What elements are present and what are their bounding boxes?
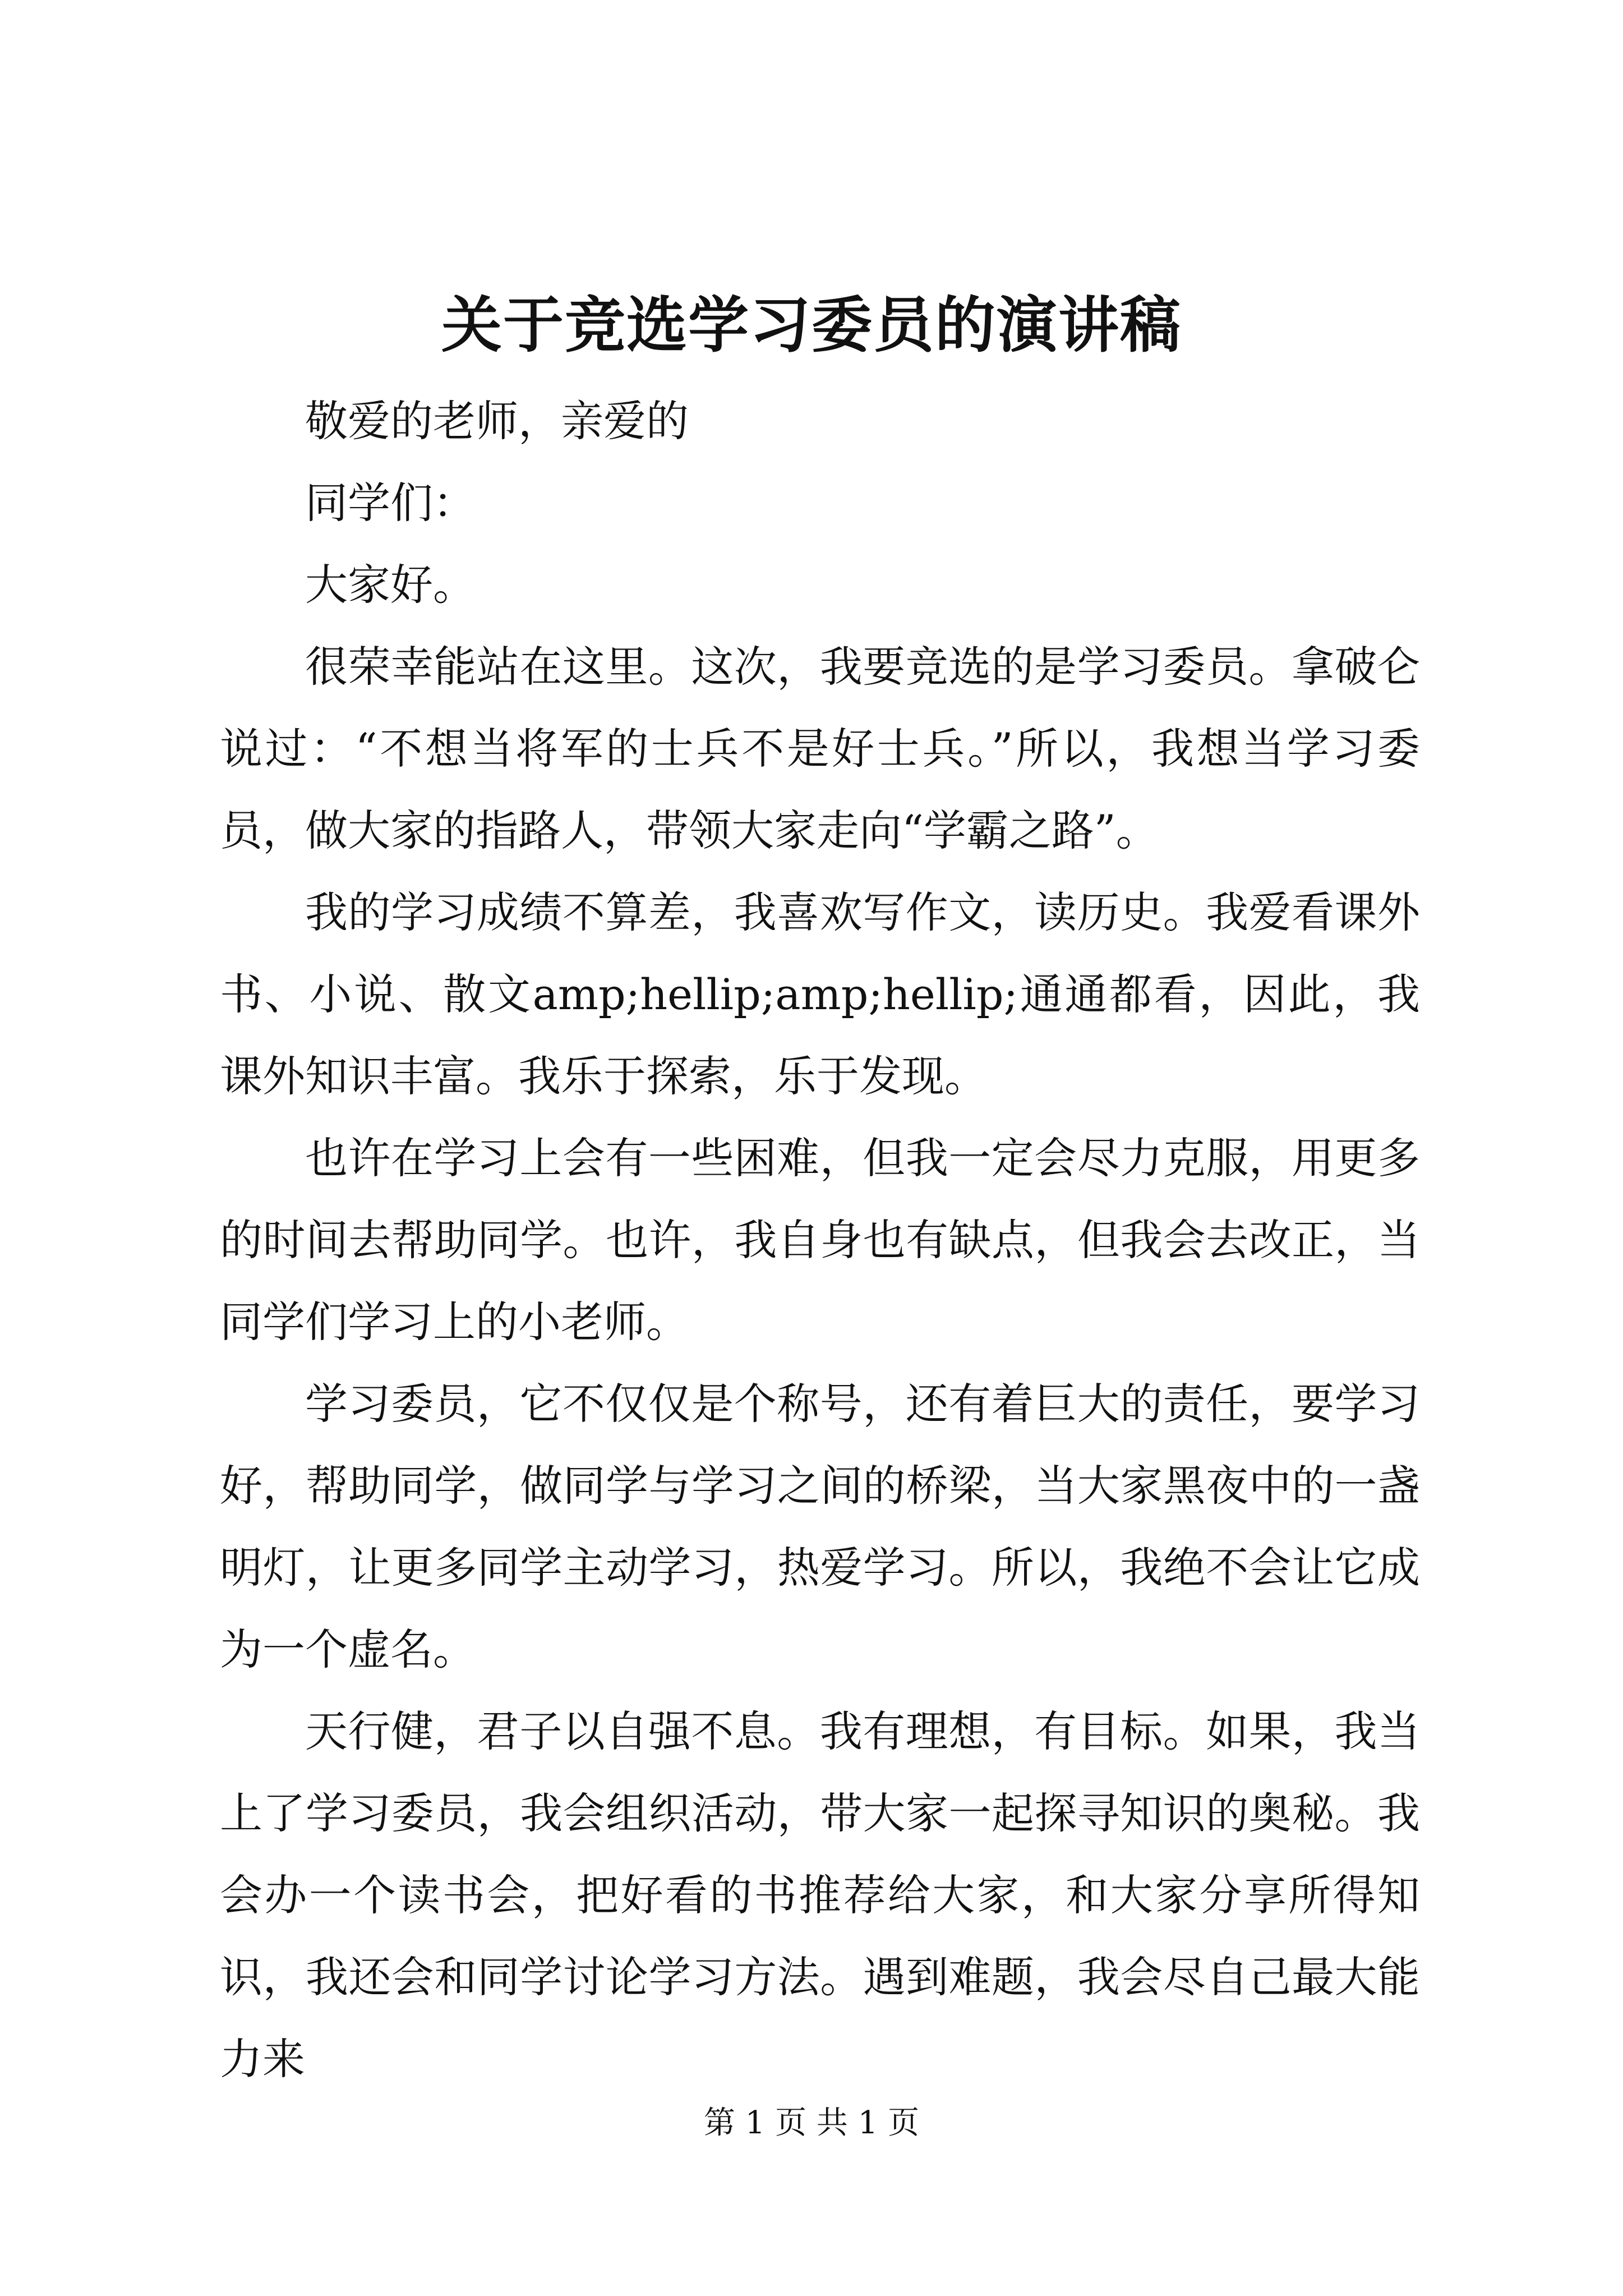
salutation-line-2: 同学们： <box>305 478 476 528</box>
body-paragraph: 天行健，君子以自强不息。我有理想，有目标。如果，我当上了学习委员，我会组织活动，带大家一起探寻知识的奥秘。我会办一个读书会，把好看的书推荐给大家，和大家分享所得知识，我还会和同学讨论学习方法。遇到难题，我会尽自己最大能力来 <box>220 1706 1420 2084</box>
greeting-paragraph: 大家好。 <box>305 560 476 610</box>
document-body <box>220 380 1420 2100</box>
document-title: 关于竞选学习委员的演讲稿 <box>441 290 1182 361</box>
page-number-footer: 第 1 页 共 1 页 <box>703 2105 920 2141</box>
body-paragraph: 很荣幸能站在这里。这次，我要竞选的是学习委员。拿破仑说过：“不想当将军的士兵不是好士兵。”所以，我想当学习委员，做大家的指路人，带领大家走向“学霸之路”。 <box>220 642 1420 855</box>
body-paragraph: 我的学习成绩不算差，我喜欢写作文，读历史。我爱看课外书、小说、散文amp;hellip;amp;hellip;通通都看，因此，我课外知识丰富。我乐于探索，乐于发现。 <box>220 887 1420 1101</box>
salutation-line-1: 敬爱的老师，亲爱的 <box>305 396 689 446</box>
body-paragraph: 学习委员，它不仅仅是个称号，还有着巨大的责任，要学习好，帮助同学，做同学与学习之间的桥梁，当大家黑夜中的一盏明灯，让更多同学主动学习，热爱学习。所以，我绝不会让它成为一个虚名。 <box>220 1379 1420 1674</box>
body-paragraph: 也许在学习上会有一些困难，但我一定会尽力克服，用更多的时间去帮助同学。也许，我自身也有缺点，但我会去改正，当同学们学习上的小老师。 <box>220 1133 1420 1347</box>
